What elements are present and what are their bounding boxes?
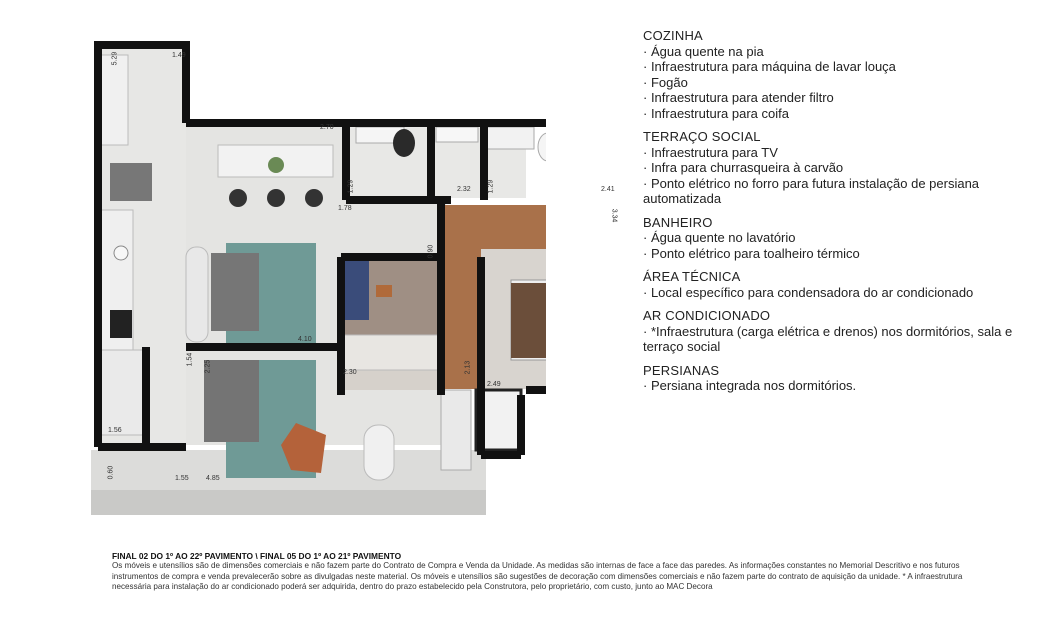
dim-label: 2.70 <box>320 124 334 131</box>
dim-label: 2.49 <box>487 381 501 388</box>
dim-label: 1.29 <box>347 179 355 194</box>
feature-section <box>643 269 1033 300</box>
floor-plan-drawing <box>86 35 546 525</box>
feature-item: · Infra para churrasqueira à carvão <box>643 160 844 175</box>
dim-label: 2.25 <box>204 359 212 374</box>
floor-plan <box>86 35 546 525</box>
dim-label: 0.90 <box>427 244 435 259</box>
feature-item: · Infraestrutura para atender filtro <box>643 90 834 105</box>
footer-title: FINAL 02 DO 1º AO 22º PAVIMENTO \ FINAL 05 DO 1º AO 21º PAVIMENTO <box>112 551 402 561</box>
dim-label: 2.30 <box>343 369 357 376</box>
dim-label: 1.55 <box>175 475 189 482</box>
feature-section <box>643 308 1033 355</box>
dim-label: 1.78 <box>338 205 352 212</box>
dim-label: 1.49 <box>172 52 186 59</box>
dim-label: 4.10 <box>298 336 312 343</box>
feature-item: · Água quente na pia <box>643 43 764 59</box>
dim-label: 1.29 <box>487 179 495 194</box>
feature-section-title: COZINHA <box>643 28 703 43</box>
dim-label: 2.41 <box>601 186 615 193</box>
feature-section <box>643 28 1033 121</box>
feature-section-title: ÁREA TÉCNICA <box>643 269 741 284</box>
feature-section <box>643 129 1033 207</box>
feature-section-title: BANHEIRO <box>643 214 713 230</box>
dim-label: 1.56 <box>108 427 122 434</box>
dim-label: 3.34 <box>610 208 618 223</box>
dim-label: 5.29 <box>111 51 119 66</box>
feature-section-title: TERRAÇO SOCIAL <box>643 129 761 144</box>
feature-item: · Fogão <box>643 74 688 90</box>
dim-label: 0.60 <box>107 465 115 480</box>
feature-section-title: PERSIANAS <box>643 362 720 378</box>
feature-section <box>643 215 1033 262</box>
dim-label: 2.13 <box>464 360 472 375</box>
footer-notes <box>112 551 982 592</box>
dim-label: 4.85 <box>206 475 220 482</box>
feature-item: · *Infraestrutura (carga elétrica e drenos) nos dormitórios, sala e terraço social <box>643 323 1013 354</box>
feature-item: · Infraestrutura para máquina de lavar louça <box>643 59 896 74</box>
feature-item: · Ponto elétrico no forro para futura instalação de persiana automatizada <box>643 175 980 206</box>
feature-item: · Água quente no lavatório <box>643 230 796 245</box>
feature-section <box>643 363 1033 394</box>
feature-item: · Ponto elétrico para toalheiro térmico <box>643 245 860 261</box>
feature-item: · Infraestrutura para coifa <box>643 105 789 121</box>
footer-disclaimer: Os móveis e utensílios são de dimensões comerciais e não fazem parte do Contrato de Compra e Venda da Unidade. As medidas são internas de face a face das paredes. As informações constantes no Memorial Descritivo e nos futuros instrumentos de compra e venda prevalecerão sobre as divulgadas neste material. Os móveis e utensílios são sugestões de decoração com dimensões comerciais e não fazem parte do contrato de aquisição da unidade. * A infraestrutura necessária para instalação do ar condicionado poderá ser adquirida, dentro do prazo estabelecido pela Construtora, pelo proprietário, com custo, junto ao MAC Decora <box>112 561 963 591</box>
dim-label: 2.32 <box>457 186 471 193</box>
dim-label: 1.54 <box>186 352 194 367</box>
feature-section-title: AR CONDICIONADO <box>643 308 771 323</box>
feature-item: · Local específico para condensadora do ar condicionado <box>643 284 974 300</box>
feature-item: · Persiana integrada nos dormitórios. <box>643 378 857 393</box>
features-list <box>643 28 1033 402</box>
feature-item: · Infraestrutura para TV <box>643 144 778 160</box>
